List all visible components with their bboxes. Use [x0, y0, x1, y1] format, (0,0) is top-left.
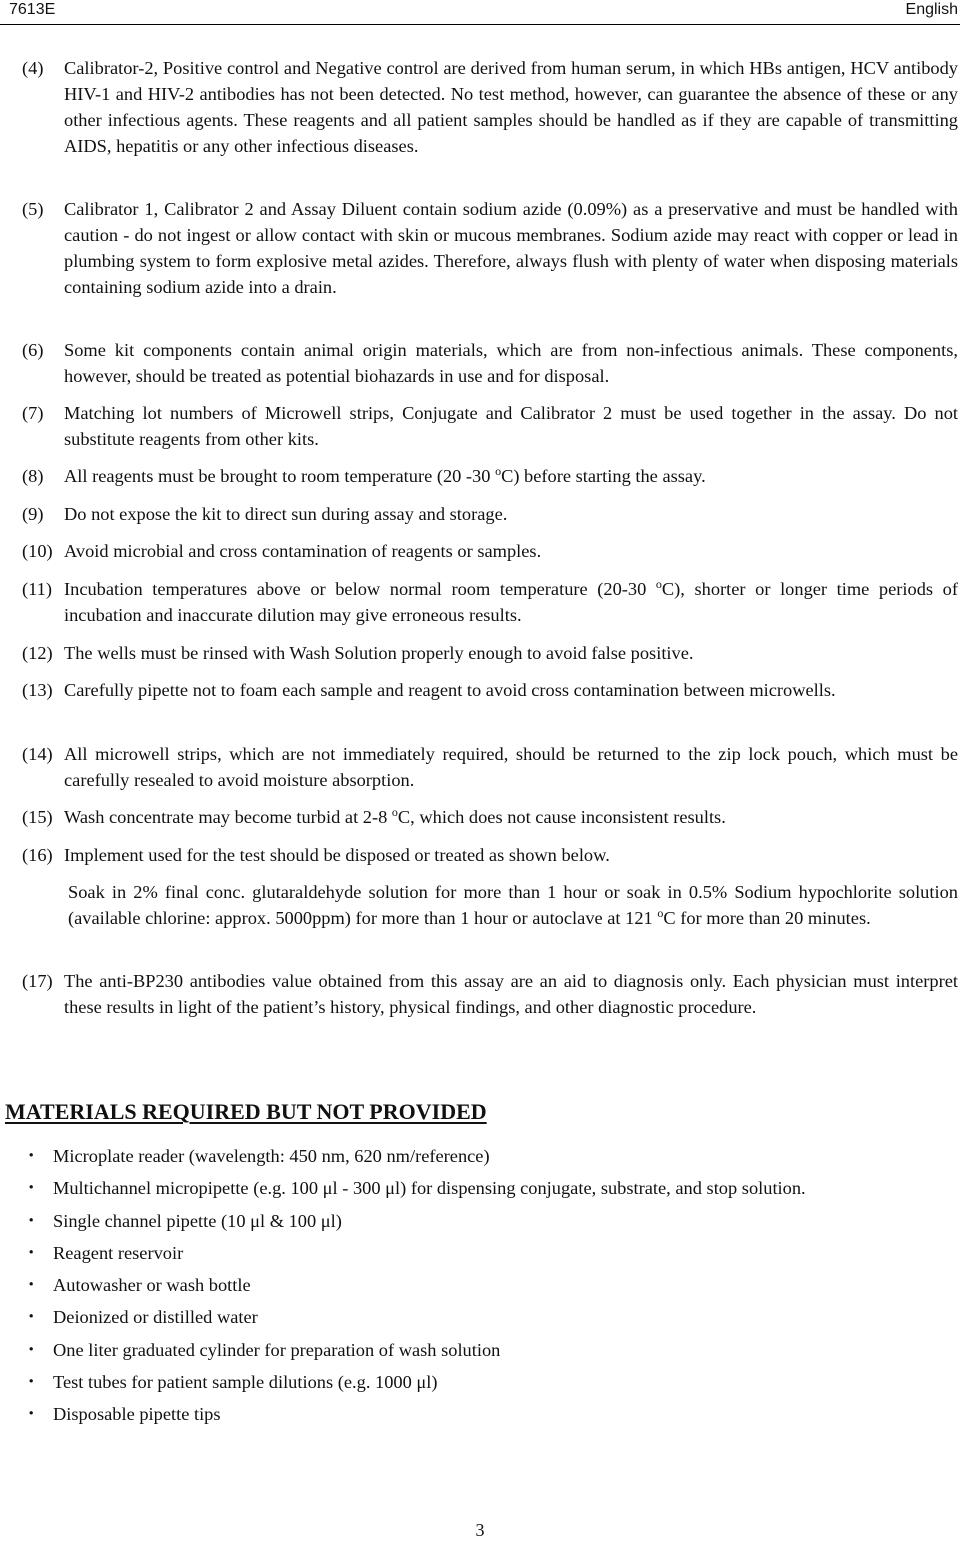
bullet-icon: ・ [22, 1210, 41, 1231]
bullet-icon: ・ [22, 1178, 41, 1199]
list-item: ・ Autowasher or wash bottle [22, 1269, 958, 1301]
precaution-item-7 [22, 400, 958, 452]
list-item: ・ Microplate reader (wavelength: 450 nm, 620 nm/reference) [22, 1140, 958, 1172]
list-item: ・ Test tubes for patient sample dilutions (e.g. 1000 μl) [22, 1366, 958, 1398]
list-item: ・ One liter graduated cylinder for preparation of wash solution [22, 1334, 958, 1366]
item-text: Implement used for the test should be disposed or treated as shown below. [64, 845, 610, 865]
item-number: (8) [22, 466, 44, 486]
bullet-icon: ・ [22, 1372, 41, 1393]
item-text: Avoid microbial and cross contamination of reagents or samples. [64, 541, 542, 561]
item-number: (4) [22, 58, 44, 78]
item-number: (15) [22, 807, 53, 827]
item-text: The wells must be rinsed with Wash Solution properly enough to avoid false positive. [64, 643, 694, 663]
precaution-item-15 [22, 804, 958, 830]
item-number: (9) [22, 504, 44, 524]
bullet-icon: ・ [22, 1307, 41, 1328]
precaution-item-12 [22, 640, 958, 666]
item-text: Calibrator-2, Positive control and Negative control are derived from human serum, in which HBs antigen, HCV antibody HIV-1 and HIV-2 antibodies has not been detected. No test method, however, can guarantee the absence of these or any other infectious agents. These reagents and all patient samples should be handled as if they are capable of transmitting AIDS, hepatitis or any other infectious diseases. [64, 58, 958, 156]
precaution-item-9 [22, 501, 958, 527]
item-number: (7) [22, 403, 44, 423]
item-number: (5) [22, 199, 44, 219]
disposal-instructions: Soak in 2% final conc. glutaraldehyde solution for more than 1 hour or soak in 0.5% Sodium hypochlorite solution (available chlorine: approx. 5000ppm) for more than 1 hour or autoclave at 121 $^o$C for more than 20 minutes. [68, 882, 958, 928]
precaution-item-11 [22, 576, 958, 628]
item-text: Some kit components contain animal origin materials, which are from non-infectious animals. These components, however, should be treated as potential biohazards in use and for disposal. [64, 340, 958, 386]
precaution-item-6 [22, 337, 958, 389]
precaution-item-17 [22, 968, 958, 1020]
precaution-item-14 [22, 741, 958, 793]
item-text: The anti-BP230 antibodies value obtained from this assay are an aid to diagnosis only. Each physician must interpret these results in light of the patient’s history, physical findings, and other diagnostic procedure. [64, 971, 958, 1017]
item-number: (16) [22, 845, 53, 865]
precaution-item-10 [22, 538, 958, 564]
precaution-item-5 [22, 196, 958, 300]
materials-list [22, 1140, 958, 1431]
precaution-item-8 [22, 463, 958, 489]
item-number: (6) [22, 340, 44, 360]
document-code: 7613E [9, 1, 56, 18]
page-number: 3 [475, 1520, 485, 1540]
item-text: Incubation temperatures above or below normal room temperature (20-30 $^o$C), shorter or longer time periods of incubation and inaccurate dilution may give erroneous results. [64, 576, 958, 625]
list-item: ・ Single channel pipette (10 μl & 100 μl) [22, 1205, 958, 1237]
precaution-item-4 [22, 55, 958, 159]
list-item: ・ Reagent reservoir [22, 1237, 958, 1269]
item-number: (13) [22, 680, 53, 700]
item-text: Carefully pipette not to foam each sample and reagent to avoid cross contamination between microwells. [64, 680, 836, 700]
item-number: (10) [22, 541, 53, 561]
bullet-icon: ・ [22, 1275, 41, 1296]
item-text: Do not expose the kit to direct sun during assay and storage. [64, 504, 508, 524]
item-number: (11) [22, 579, 52, 599]
item-text: Wash concentrate may become turbid at 2-8 $^o$C, which does not cause inconsistent results. [64, 804, 726, 827]
header-divider [0, 24, 960, 25]
bullet-icon: ・ [22, 1339, 41, 1360]
bullet-icon: ・ [22, 1146, 41, 1166]
item-number: (17) [22, 971, 53, 991]
bullet-icon: ・ [22, 1242, 41, 1263]
item-number: (14) [22, 744, 53, 764]
language-label: English [905, 1, 958, 18]
item-text: All microwell strips, which are not immediately required, should be returned to the zip lock pouch, which must be carefully resealed to avoid moisture absorption. [64, 744, 958, 790]
item-text: Calibrator 1, Calibrator 2 and Assay Diluent contain sodium azide (0.09%) as a preservative and must be handled with caution - do not ingest or allow contact with skin or mucous membranes. Sodium azide may react with copper or lead in plumbing system to form explosive metal azides. Therefore, always flush with plenty of water when disposing materials containing sodium azide into a drain. [64, 199, 958, 297]
item-text: All reagents must be brought to room temperature (20 -30 $^o$C) before starting the assay. [64, 463, 706, 486]
section-title-materials: MATERIALS REQUIRED BUT NOT PROVIDED [5, 1099, 487, 1124]
bullet-icon: ・ [22, 1404, 41, 1425]
item-number: (12) [22, 643, 53, 663]
item-text: Matching lot numbers of Microwell strips, Conjugate and Calibrator 2 must be used together in the assay. Do not substitute reagents from other kits. [64, 403, 958, 449]
list-item: ・ Multichannel micropipette (e.g. 100 μl - 300 μl) for dispensing conjugate, substrate, and stop solution. [22, 1172, 958, 1204]
precaution-item-16 [22, 842, 958, 868]
list-item: ・ Deionized or distilled water [22, 1301, 958, 1333]
precaution-item-13 [22, 677, 958, 703]
list-item: ・ Disposable pipette tips [22, 1398, 958, 1430]
